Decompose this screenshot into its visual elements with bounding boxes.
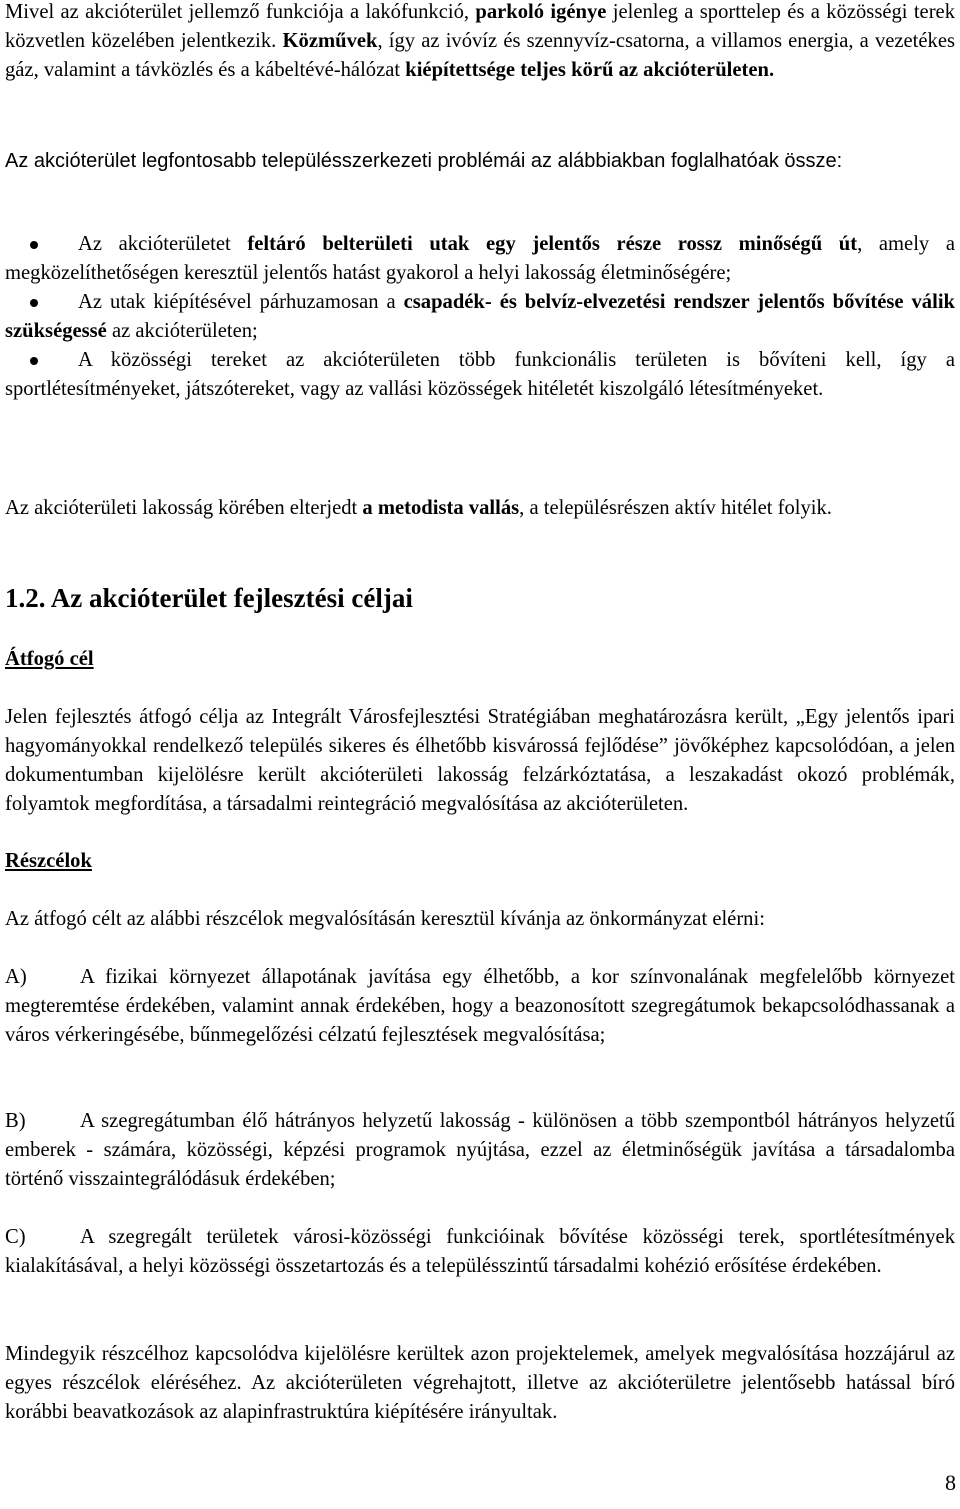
bullet1-text: Az akcióterületet [78,233,231,255]
goal-a-text: A fizikai környezet állapotának javítása egy élhetőbb, a kor színvonalának megfelelőbb környezet megteremtése érdekében, valamint annak érdekében, hogy a beazonosított szegregátumok bekapcsolódhassanak a város vérkeringésébe, bűnmegelőzési célzatú fejlesztések megvalósítása; [5,966,955,1046]
list-item [5,346,955,404]
intro1-text-end: jelenleg a sporttelep és a közösségi terek közvetlen közelében jelentkezik. [5,1,955,52]
bullet2-text: Az utak kiépítésével párhuzamosan a [78,291,396,313]
intro1-bold: parkoló igénye [475,1,607,23]
subheading-atfogo-cel: Átfogó cél [5,648,94,670]
final-paragraph: Mindegyik részcélhoz kapcsolódva kijelölésre kerültek azon projektelemek, amelyek megvalósítása hozzájárul az egyes részcélok eléréséhez. Az akcióterületen végrehajtott, illetve az akcióterületre jelentősebb hatással bíró korábbi beavatkozások az alapinfrastruktúra kiépítésére irányultak. [5,1343,955,1423]
intro-paragraph-2: Az akcióterület legfontosabb településszerkezeti problémái az alábbiakban foglalhatóak össze: [5,150,843,172]
list-item [5,288,955,346]
goal-c-letter: C) [5,1226,26,1248]
overall-goal-paragraph: Jelen fejlesztés átfogó célja az Integrált Városfejlesztési Stratégiában meghatározásra került, „Egy jelentős ipari hagyományokkal rendelkező település sikeres és élhetőbb kisvárossá fejlődése” jövőképhez kapcsolódóan, a jelen dokumentumban kijelölésre került akcióterületi lakosság felzárkóztatása, a leszakadást okozó problémák, folyamtok megfordítása, a társadalmi reintegráció megvalósítása az akcióterületen. [5,706,955,815]
bullet2-text-end: az akcióterületen; [111,320,258,342]
bullet-icon [30,357,38,365]
bullet3-text: A közösségi tereket az akcióterületen több funkcionális területen is bővíteni kell, így a sportlétesítményeket, játszótereket, vagy az vallási közösségek hitéletét kiszolgáló létesítményeket. [5,349,955,400]
bullet2-bold: csapadék- és belvíz-elvezetési rendszer jelentős bővítése válik szükségessé [5,291,955,342]
metodista-text: Az akcióterületi lakosság körében elterjedt [5,497,358,519]
list-item [5,230,955,288]
section-title: 1.2. Az akcióterület fejlesztési céljai [5,583,413,613]
metodista-bold: a metodista vallás [362,497,520,519]
goal-b [5,1107,955,1194]
problem-list [5,230,955,404]
intro1-bold-2: kiépítettsége teljes körű az akcióterületen. [405,59,775,81]
intro-paragraph-1 [5,0,955,85]
goal-c [5,1223,955,1281]
bullet1-text-end: , amely a megközelíthetőségen keresztül jelentős hatást gyakorol a helyi lakosság életminőségére; [5,233,956,284]
goal-c-text: A szegregált területek városi-közösségi funkcióinak bővítése közösségi terek, sportlétesítmények kialakításával, a helyi közösségi összetartozás és a településszintű társadalmi kohézió erősítése érdekében. [5,1226,955,1277]
intro1-text: Mivel az akcióterület jellemző funkciója a lakófunkció, [5,1,470,23]
goal-b-text: A szegregátumban élő hátrányos helyzetű lakosság - különösen a több szempontból hátrányos helyzetű emberek - számára, közösségi, képzési programok nyújtása, ezzel az életminőségük javítása a társadalomba történő visszaintegrálódásuk érdekében; [5,1110,955,1190]
page-number: 8 [945,1470,956,1495]
intro1-bold-kozmuvek: Közművek [282,30,378,52]
metodista-paragraph [5,494,955,523]
subheading-reszcelok: Részcélok [5,850,92,872]
bullet1-bold: feltáró belterületi utak egy jelentős része rossz minőségű út [247,233,858,255]
goal-a [5,963,955,1050]
bullet-icon [30,241,38,249]
subgoals-intro-paragraph: Az átfogó célt az alábbi részcélok megvalósításán keresztül kívánja az önkormányzat elérni: [5,908,765,930]
metodista-text-end: , a településrészen aktív hitélet folyik. [519,497,832,519]
intro1-text-2: , így az ivóvíz és szennyvíz-csatorna, a villamos energia, a vezetékes gáz, valamint a távközlés és a kábeltévé-hálózat [5,30,955,81]
bullet-icon [30,299,38,307]
goal-b-letter: B) [5,1110,26,1132]
goal-a-letter: A) [5,966,27,988]
